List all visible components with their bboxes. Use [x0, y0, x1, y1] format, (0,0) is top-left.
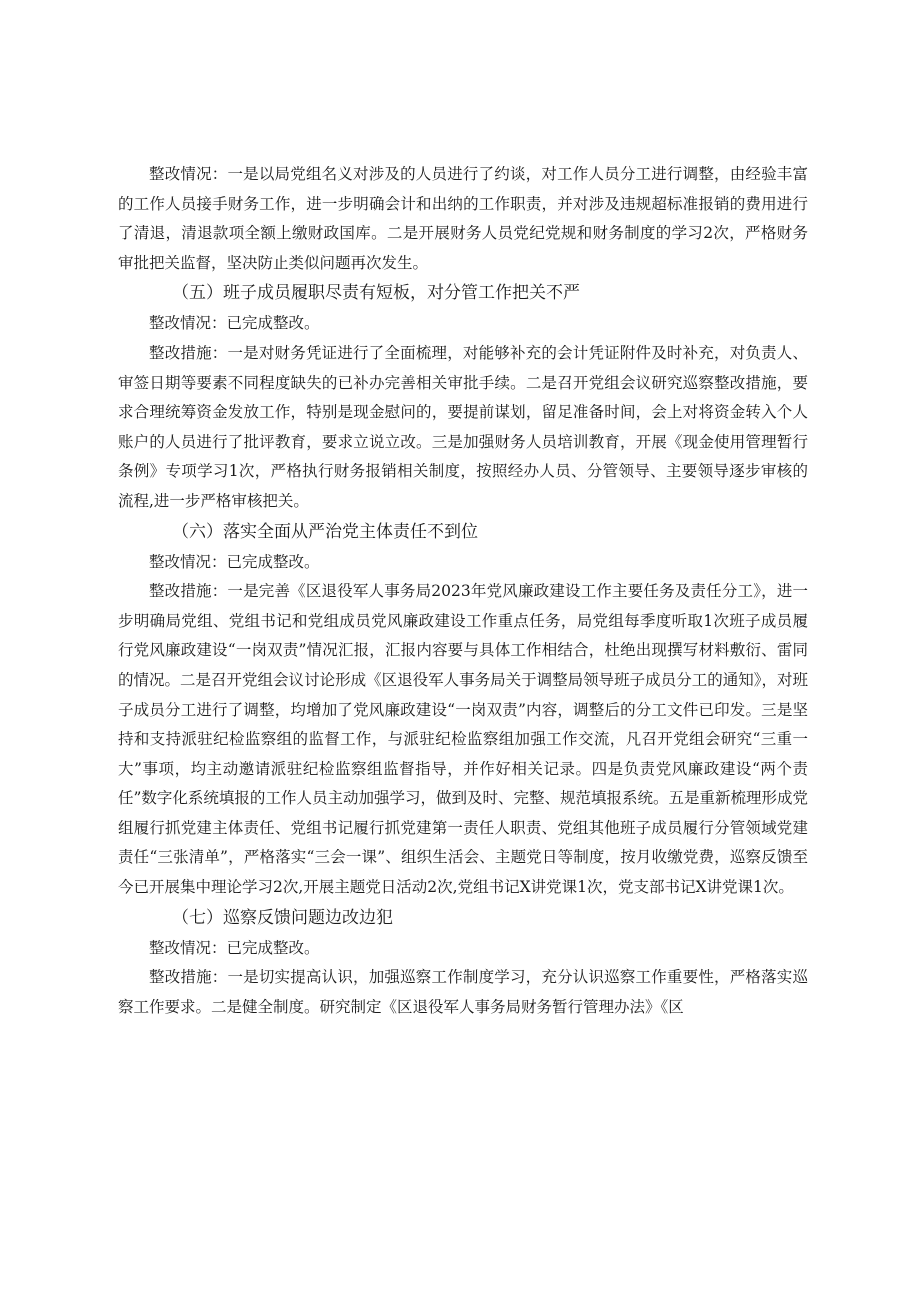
paragraph-status-6: 整改情况：已完成整改。: [149, 552, 320, 571]
paragraph-rectification-status-4: 整改情况：一是以局党组名义对涉及的人员进行了约谈，对工作人员分工进行调整，由经验丰富的工作人员接手财务工作，进一步明确会计和出纳的工作职责，并对涉及违规超标准报销的费用进行了清退，清退款项全额上缴财政国库。二是开展财务人员党纪党规和财务制度的学习2次，严格财务审批把关监督，坚决防止类似问题再次发生。: [118, 165, 808, 272]
section-heading-7: （七）巡察反馈问题边改边犯: [172, 907, 393, 928]
paragraph-measures-5: 整改措施：一是对财务凭证进行了全面梳理，对能够补充的会计凭证附件及时补充，对负责人、审签日期等要素不同程度缺失的已补办完善相关审批手续。二是召开党组会议研究巡察整改措施，要求合理统筹资金发放工作，特别是现金慰问的，要提前谋划，留足准备时间，会上对将资金转入个人账户的人员进行了批评教育，要求立说立改。三是加强财务人员培训教育，开展《现金使用管理暂行条例》专项学习1次，严格执行财务报销相关制度，按照经办人员、分管领导、主要领导逐步审核的流程,进一步严格审核把关。: [118, 343, 808, 510]
paragraph-measures-6: 整改措施：一是完善《区退役军人事务局2023年党风廉政建设工作主要任务及责任分工》，进一步明确局党组、党组书记和党组成员党风廉政建设工作重点任务，局党组每季度听取1次班子成员履行党风廉政建设“一岗双责”情况汇报，汇报内容要与具体工作相结合，杜绝出现撰写材料敷衍、雷同的情况。二是召开党组会议讨论形成《区退役军人事务局关于调整局领导班子成员分工的通知》，对班子成员分工进行了调整，均增加了党风廉政建设“一岗双责”内容，调整后的分工文件已印发。三是坚持和支持派驻纪检监察组的监督工作，与派驻纪检监察组加强工作交流，凡召开党组会研究“三重一大”事项，均主动邀请派驻纪检监察组监督指导，并作好相关记录。四是负责党风廉政建设“两个责任”数字化系统填报的工作人员主动加强学习，做到及时、完整、规范填报系统。五是重新梳理形成党组履行抓党建主体责任、党组书记履行抓党建第一责任人职责、党组其他班子成员履行分管领域党建责任“三张清单”，严格落实“三会一课”、组织生活会、主题党日等制度，按月收缴党费，巡察反馈至今已开展集中理论学习2次,开展主题党日活动2次,党组书记X讲党课1次，党支部书记X讲党课1次。: [118, 582, 808, 897]
paragraph-measures-7: 整改措施：一是切实提高认识，加强巡察工作制度学习，充分认识巡察工作重要性，严格落实巡察工作要求。二是健全制度。研究制定《区退役军人事务局财务暂行管理办法》《区: [118, 968, 808, 1016]
paragraph-status-7: 整改情况：已完成整改。: [149, 938, 320, 957]
paragraph-status-5: 整改情况：已完成整改。: [149, 314, 320, 333]
document-body: [118, 160, 808, 1022]
section-heading-5: （五）班子成员履职尽责有短板，对分管工作把关不严: [172, 283, 580, 304]
section-heading-6: （六）落实全面从严治党主体责任不到位: [172, 521, 478, 542]
